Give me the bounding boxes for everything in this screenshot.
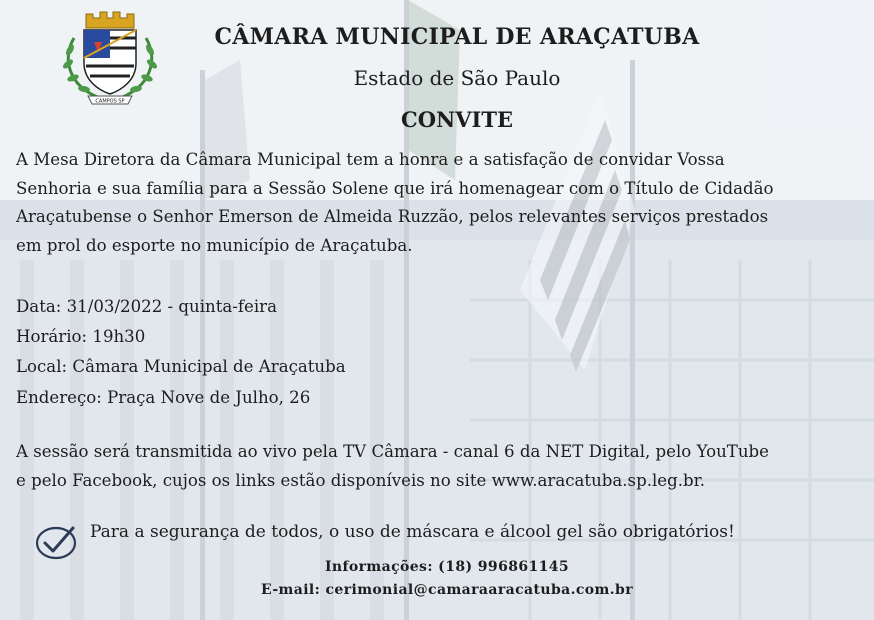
contact-email: E-mail: cerimonial@camaraaracatuba.com.br xyxy=(260,582,633,598)
state-subtitle: Estado de São Paulo xyxy=(353,66,561,90)
invitation-heading: CONVITE xyxy=(401,107,513,132)
event-details xyxy=(16,292,346,413)
contact-phone: Informações: (18) 996861145 xyxy=(324,559,570,575)
event-location: Local: Câmara Municipal de Araçatuba xyxy=(16,357,346,377)
broadcast-line: e pelo Facebook, cujos os links estão disponíveis no site www.aracatuba.sp.leg.br. xyxy=(16,470,705,490)
event-time: Horário: 19h30 xyxy=(16,327,146,347)
event-address: Endereço: Praça Nove de Julho, 26 xyxy=(16,387,311,407)
event-date: Data: 31/03/2022 - quinta-feira xyxy=(16,297,277,316)
paragraph-line: Araçatubense o Senhor Emerson de Almeida Ruzzão, pelos relevantes serviços prestados xyxy=(16,207,769,227)
broadcast-line: A sessão será transmitida ao vivo pela TV Câmara - canal 6 da NET Digital, pelo YouTube xyxy=(16,442,769,461)
invitation-paragraph xyxy=(16,146,858,260)
crest-motto: CAMPOS SP xyxy=(95,98,125,105)
checkmark-icon xyxy=(35,522,79,562)
institution-title: CÂMARA MUNICIPAL DE ARAÇATUBA xyxy=(214,24,700,50)
coat-of-arms-logo xyxy=(60,8,160,106)
paragraph-line: em prol do esporte no município de Araçatuba. xyxy=(16,235,413,255)
safety-notice: Para a segurança de todos, o uso de máscara e álcool gel são obrigatórios! xyxy=(90,522,735,542)
paragraph-line: Senhoria e sua família para a Sessão Solene que irá homenagear com o Título de Cidadão xyxy=(16,178,774,198)
broadcast-paragraph xyxy=(16,438,858,495)
paragraph-line: A Mesa Diretora da Câmara Municipal tem a honra e a satisfação de convidar Vossa xyxy=(16,150,725,169)
